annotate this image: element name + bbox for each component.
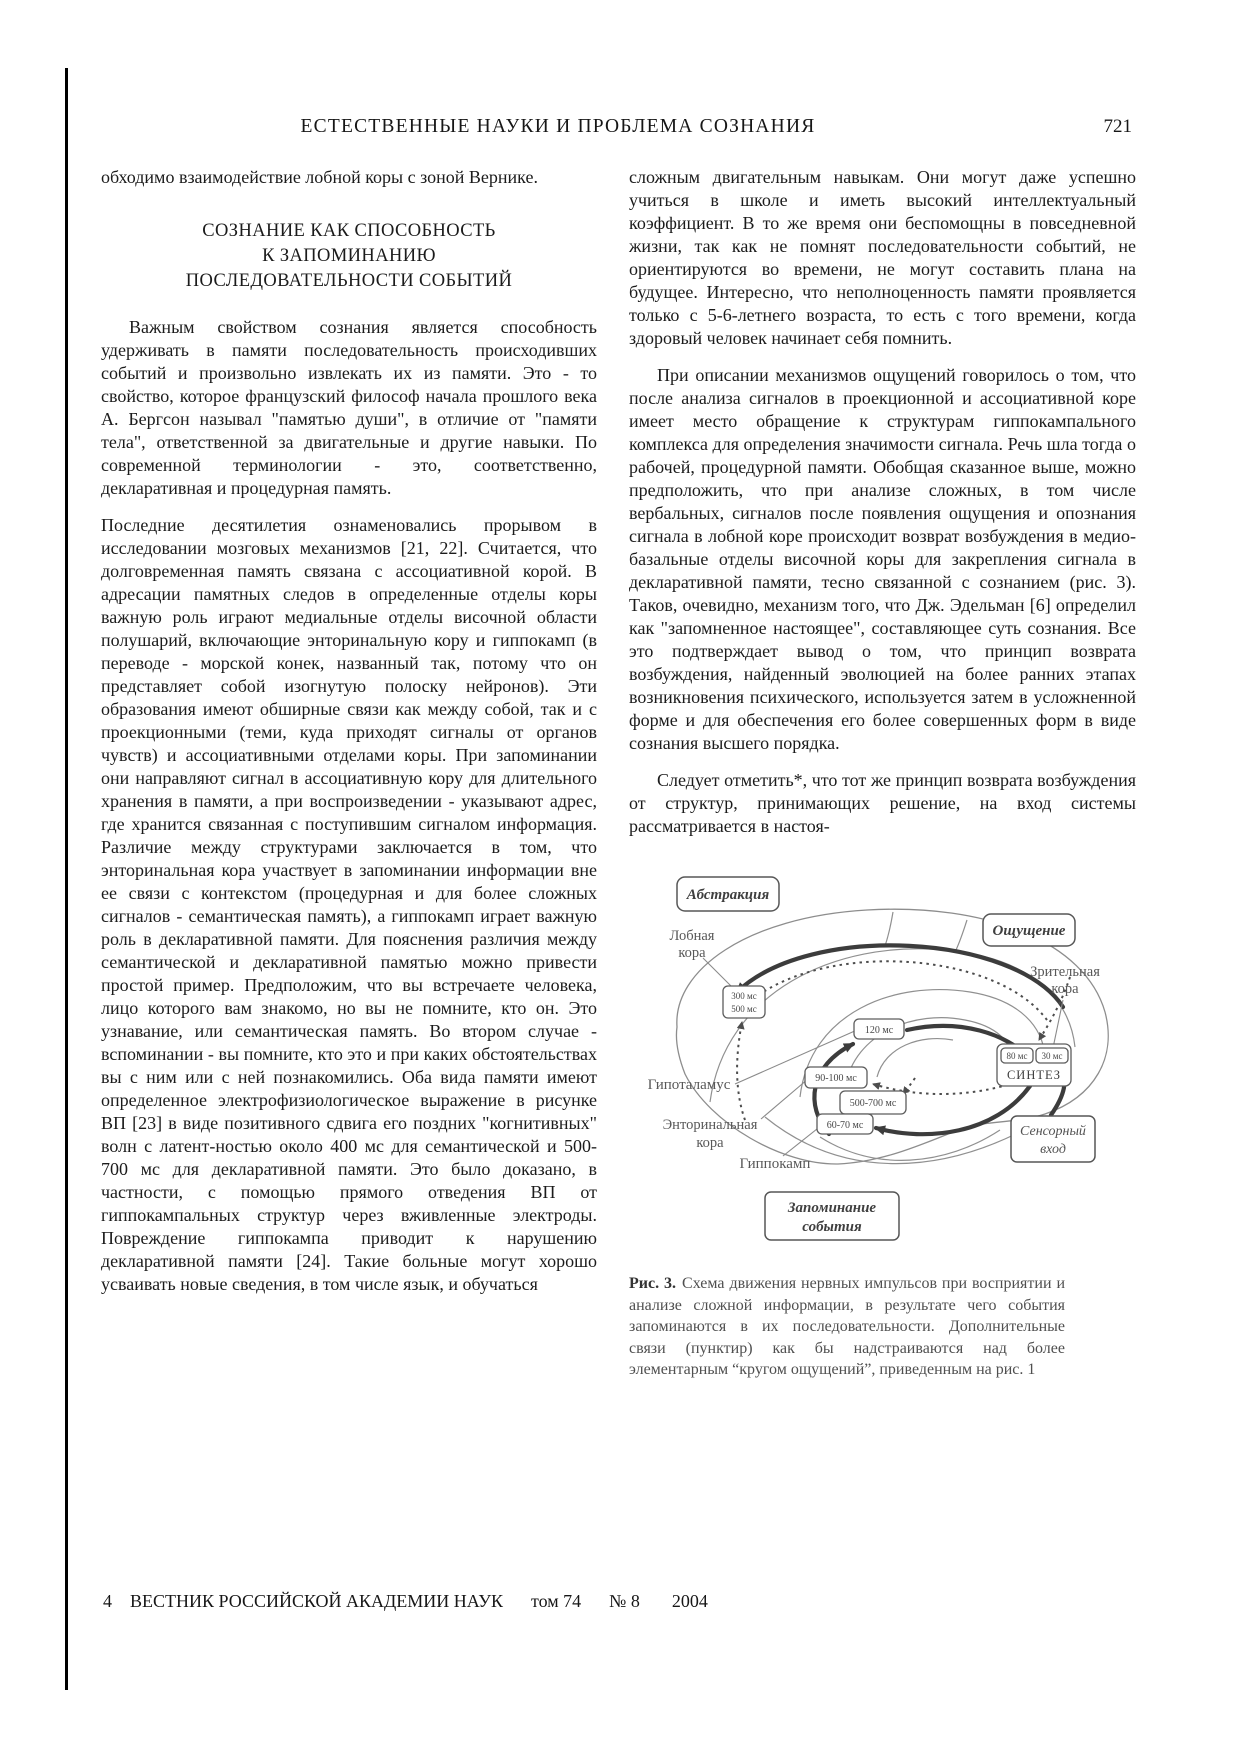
page-footer: [103, 1591, 708, 1612]
continuation-paragraph: обходимо взаимодействие лобной коры с зоной Вернике.: [101, 167, 538, 187]
brain-circuit-diagram: [615, 862, 1160, 1247]
body-paragraph: Последние десятилетия ознаменовались прорывом в исследовании мозговых механизмов [21, 22]. Считается, что долговременная память связана с ассоциативной корой. В адресации памятных следов в определенные отделы коры важную роль играют медиальные отделы височной области полушарий, включающие энторинальную кору и гиппокамп (в переводе - морской конек, названный так, потому что он представляет собой изогнутую полоску нейронов). Эти образования имеют обширные связи как между собой, так и с проекционными (теми, куда приходят сигналы от органов чувств) и ассоциативными отделами коры. При запоминании они направляют сигнал в ассоциативную кору для длительного хранения в памяти, а при воспроизведении - указывают адрес, где хранится связанная с поступившим сигналом информация. Различие между структурами заключается в том, что энторинальная кора участвует в запоминании информации вне ее связи с контекстом (процедурная и для более сложных сигналов - семантическая память), а гиппокамп играет важную роль в декларативной памяти. Для пояснения различия между семантической и декларативной памятью можно привести простой пример. Предположим, что вы встречаете человека, лицо которого вам знакомо, но вы не помните, кто он. Это узнавание, или семантическая память. Во втором случае - вспоминании - вы помните, кто это и при каких обстоятельствах вы с ним или с ней познакомились. Оба вида памяти имеют определенное электрофизиологическое выражение в рисунке ВП [23] в виде позитивного сдвига его поздних "когнитивных" волн с латент-ностью около 400 мс для семантической и 500-700 мс для декларативной памяти. Это было доказано, в частности, с помощью прямого отведения ВП от гиппокампальных структур через вживленные электроды. Повреждение гиппокампа приводит к нарушению декларативной памяти [24]. Такие больные могут хорошо усваивать новые сведения, в том числе язык, и обучаться: [101, 515, 597, 1294]
memorization-line-2: события: [802, 1219, 862, 1235]
footer-volume: том 74: [530, 1591, 582, 1611]
inner-arc-4: [877, 1039, 953, 1077]
body-paragraph: Следует отметить*, что тот же принцип возврата возбуждения от структур, принимающих решение, на вход системы рассматривается в настоя-: [629, 770, 1136, 836]
figure-caption-text: Схема движения нервных импульсов при восприятии и анализе сложной информации, в результате чего события запоминаются в их последовательности. Дополнительные связи (пунктир) как бы надстраиваются над более элементарным “кругом ощущений”, приведенным на рис. 1: [629, 1275, 1066, 1378]
footer-year: 2004: [671, 1591, 708, 1611]
sensation-zone-label: Ощущение: [992, 923, 1066, 939]
left-column: [101, 166, 597, 1310]
synthesis-timing-80: 80 мс: [1006, 1051, 1028, 1061]
body-paragraph: Важным свойством сознания является способность удерживать в памяти последовательность происходивших событий и произвольно извлекать их из памяти. Это - то свойство, которое французский философ начала прошлого века А. Бергсон называл "памятью души", в отличие от "памяти тела", ответственной за двигательные и другие навыки. По современной терминологии - это, соответственно, декларативная и процедурная память.: [101, 317, 597, 498]
footer-signature-number: 4: [103, 1591, 112, 1611]
body-paragraph: сложным двигательным навыкам. Они могут даже успешно учиться в школе и иметь высокий интеллектуальный коэффициент. В то же время они беспомощны в повседневной жизни, так как не помнят последовательности событий, не ориентируются во времени, не могут составить плана на будущее. Интересно, что неполноценность памяти проявляется только с 5-6-летнего возраста, то есть с того времени, когда здоровый человек начинает себя помнить.: [629, 167, 1136, 348]
figure-caption: [629, 1273, 1065, 1381]
heading-line-1: СОЗНАНИЕ КАК СПОСОБНОСТЬ: [202, 221, 496, 241]
timing-90-100: 90-100 мс: [815, 1073, 857, 1084]
timing-120: 120 мс: [864, 1025, 894, 1036]
timing-60-70: 60-70 мс: [826, 1120, 864, 1131]
page-number: 721: [1103, 116, 1132, 137]
visual-cortex-label-2: кора: [1051, 981, 1079, 997]
frontal-cortex-label-1: Лобная: [669, 928, 715, 944]
page-header: [90, 116, 1136, 146]
entorhinal-label-1: Энторинальная: [662, 1117, 758, 1133]
footer-issue: № 8: [609, 1591, 640, 1611]
sensory-input-line-1: Сенсорный: [1020, 1124, 1086, 1139]
synthesis-timing-30: 30 мс: [1041, 1051, 1063, 1061]
figure-caption-label: Рис. 3.: [629, 1275, 677, 1292]
hippocampus-label: Гиппокамп: [739, 1156, 811, 1172]
hypothalamus-label: Гипоталамус: [647, 1077, 731, 1093]
section-heading: [101, 219, 597, 294]
dotted-arrow-up-to-frontal-box: [737, 1022, 745, 1120]
pointer-entorhinal: [761, 1079, 808, 1119]
synthesis-title: СИНТЕЗ: [1006, 1068, 1062, 1082]
dotted-arrow-top-return: [747, 961, 1047, 1020]
visual-cortex-label-1: Зрительная: [1030, 964, 1100, 980]
arrow-synthesis-to-frontal: [737, 945, 1063, 1007]
right-column: [629, 166, 1136, 1381]
sulcus-tick-2: [955, 920, 967, 952]
figure-3-diagram: [615, 862, 1160, 1381]
heading-line-2: К ЗАПОМИНАНИЮ: [262, 246, 436, 266]
frontal-timing-500: 500 мс: [731, 1004, 757, 1014]
sensory-input-line-2: вход: [1040, 1142, 1066, 1157]
frontal-timing-300: 300 мс: [731, 991, 757, 1001]
left-margin-rule: [65, 68, 68, 1690]
memorization-line-1: Запоминание: [787, 1200, 877, 1216]
entorhinal-label-2: кора: [696, 1135, 724, 1151]
pointer-visual: [1053, 1000, 1063, 1048]
timing-500-700: 500-700 мс: [849, 1098, 897, 1109]
running-title: ЕСТЕСТВЕННЫЕ НАУКИ И ПРОБЛЕМА СОЗНАНИЯ: [300, 116, 816, 137]
pointer-hippocampus: [783, 1125, 822, 1156]
sulcus-tick-1: [885, 912, 893, 946]
footer-journal-title: ВЕСТНИК РОССИЙСКОЙ АКАДЕМИИ НАУК: [130, 1591, 503, 1611]
synthesis-block: [997, 1044, 1071, 1086]
body-paragraph: При описании механизмов ощущений говорилось о том, что после анализа сигналов в проекционной и ассоциативной коре имеет место обращение к структурам гиппокампального комплекса для определения значимости сигнала. Речь шла тогда о рабочей, процедурной памяти. Обобщая сказанное выше, можно предположить, что при анализе сложных, в том числе вербальных, сигналов после появления ощущения и опознания сигнала в лобной коре происходит возврат возбуждения в медио-базальные отделы височной коры для закрепления сигнала в декларативной памяти, тесно связанной с сознанием (рис. 3). Таков, очевидно, механизм того, что Дж. Эдельман [6] определил как "запомненное настоящее", составляющее суть сознания. Все это подтверждает вывод о том, что принцип возврата возбуждения, найденный эволюцией на более ранних этапах возникновения психического, используется затем в усложненной форме и для обеспечения его более совершенных форм в виде сознания высшего порядка.: [629, 365, 1136, 753]
abstraction-zone-label: Абстракция: [686, 887, 770, 903]
heading-line-3: ПОСЛЕДОВАТЕЛЬНОСТИ СОБЫТИЙ: [185, 271, 513, 291]
frontal-cortex-label-2: кора: [678, 945, 706, 961]
